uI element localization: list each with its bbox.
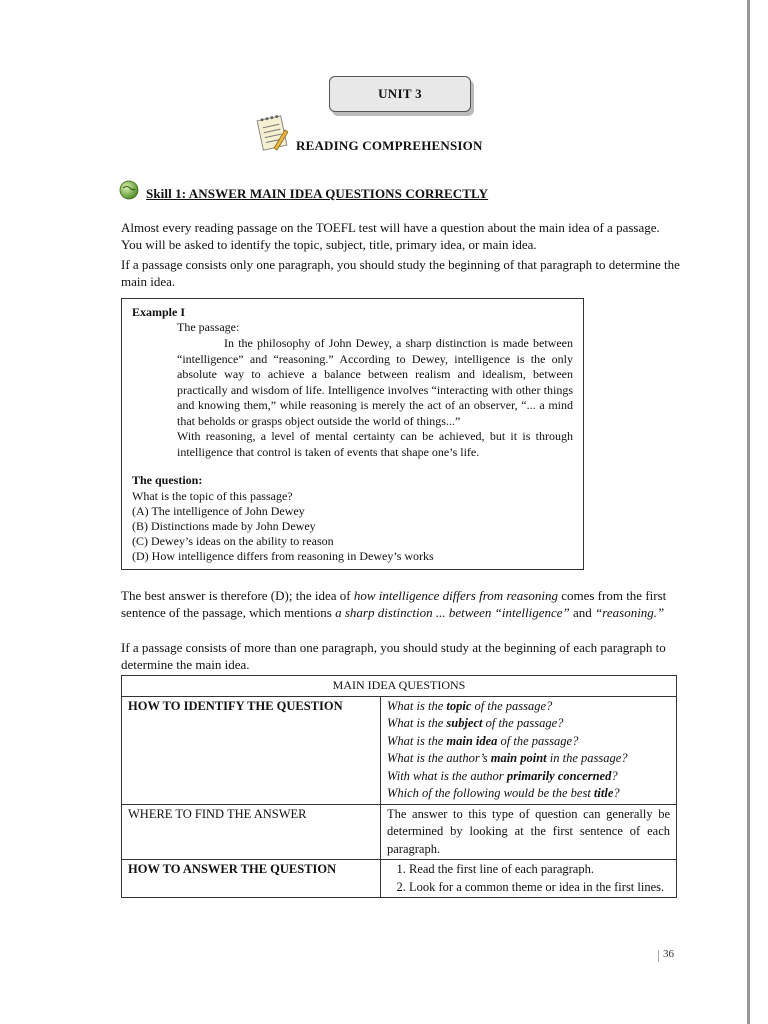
main-idea-table bbox=[121, 675, 677, 898]
identify-questions-cell bbox=[381, 696, 677, 804]
question-item: What is the subject of the passage? bbox=[387, 716, 564, 730]
page-edge-line bbox=[747, 0, 750, 1024]
option-d: (D) How intelligence differs from reasoning in Dewey’s works bbox=[132, 549, 434, 563]
unit-banner bbox=[329, 76, 471, 112]
table-header: MAIN IDEA QUESTIONS bbox=[122, 676, 677, 697]
table-row bbox=[122, 696, 677, 804]
where-answer-cell: The answer to this type of question can generally be determined by looking at the first sentence of each paragraph. bbox=[381, 804, 677, 860]
globe-bullet-icon bbox=[119, 180, 139, 200]
passage-label: The passage: bbox=[177, 320, 240, 334]
page-number: 36 bbox=[663, 948, 674, 960]
option-c: (C) Dewey’s ideas on the ability to reason bbox=[132, 534, 334, 548]
skill-heading: Skill 1: ANSWER MAIN IDEA QUESTIONS CORRECTLY bbox=[146, 186, 489, 201]
step-item: 1. Read the first line of each paragraph. bbox=[409, 861, 670, 879]
explanation-paragraph-1: The best answer is therefore (D); the idea of how intelligence differs from reasoning comes from the first sentence of the passage, which mentions a sharp distinction ... between “intelligence” and “reasoning.” bbox=[121, 588, 667, 620]
table-header-row bbox=[122, 676, 677, 697]
option-a: (A) The intelligence of John Dewey bbox=[132, 504, 305, 518]
row-label-identify: HOW TO IDENTIFY THE QUESTION bbox=[122, 696, 381, 804]
table-row bbox=[122, 860, 677, 898]
intro-paragraph-1: Almost every reading passage on the TOEFL test will have a question about the main idea of a passage. You will be asked to identify the topic, subject, title, primary idea, or main idea. bbox=[121, 220, 660, 252]
passage-paragraph-1: In the philosophy of John Dewey, a sharp distinction is made between “intelligence” and “reasoning.” According to Dewey, intelligence is the only absolute way to achieve a balance between realism and idealism, between practically and wisdom of life. Intelligence involves “interacting with other things and knowing them,” while reasoning is merely the act of an observer, “... a mind that beholds or grasps object outside the world of things...” bbox=[177, 336, 573, 428]
unit-label: UNIT 3 bbox=[378, 86, 422, 101]
question-item: What is the author’s main point in the passage? bbox=[387, 751, 628, 765]
example-question: What is the topic of this passage? bbox=[132, 489, 293, 503]
section-title: READING COMPREHENSION bbox=[296, 138, 483, 153]
page-number-divider bbox=[658, 950, 659, 962]
passage-paragraph-2: With reasoning, a level of mental certainty can be achieved, but it is through intelligence that control is taken of events that shape one’s life. bbox=[177, 429, 573, 459]
question-label: The question: bbox=[132, 473, 203, 487]
question-item: Which of the following would be the best title? bbox=[387, 786, 620, 800]
intro-paragraph-2: If a passage consists only one paragraph, you should study the beginning of that paragraph to determine the main idea. bbox=[121, 257, 680, 289]
row-label-where: WHERE TO FIND THE ANSWER bbox=[122, 804, 381, 860]
example-passage bbox=[177, 336, 573, 460]
question-item: What is the main idea of the passage? bbox=[387, 733, 579, 748]
step-item: 2. Look for a common theme or idea in the first lines. bbox=[409, 879, 670, 897]
option-b: (B) Distinctions made by John Dewey bbox=[132, 519, 316, 533]
question-item: With what is the author primarily concerned? bbox=[387, 768, 618, 783]
example-box bbox=[121, 298, 584, 570]
explanation-paragraph-2: If a passage consists of more than one paragraph, you should study at the beginning of each paragraph to determine the main idea. bbox=[121, 640, 666, 672]
question-item: What is the topic of the passage? bbox=[387, 698, 553, 713]
table-row bbox=[122, 804, 677, 860]
row-label-how: HOW TO ANSWER THE QUESTION bbox=[122, 860, 381, 898]
notepad-icon bbox=[254, 112, 288, 152]
how-answer-cell bbox=[381, 860, 677, 898]
example-title: Example I bbox=[132, 305, 186, 319]
